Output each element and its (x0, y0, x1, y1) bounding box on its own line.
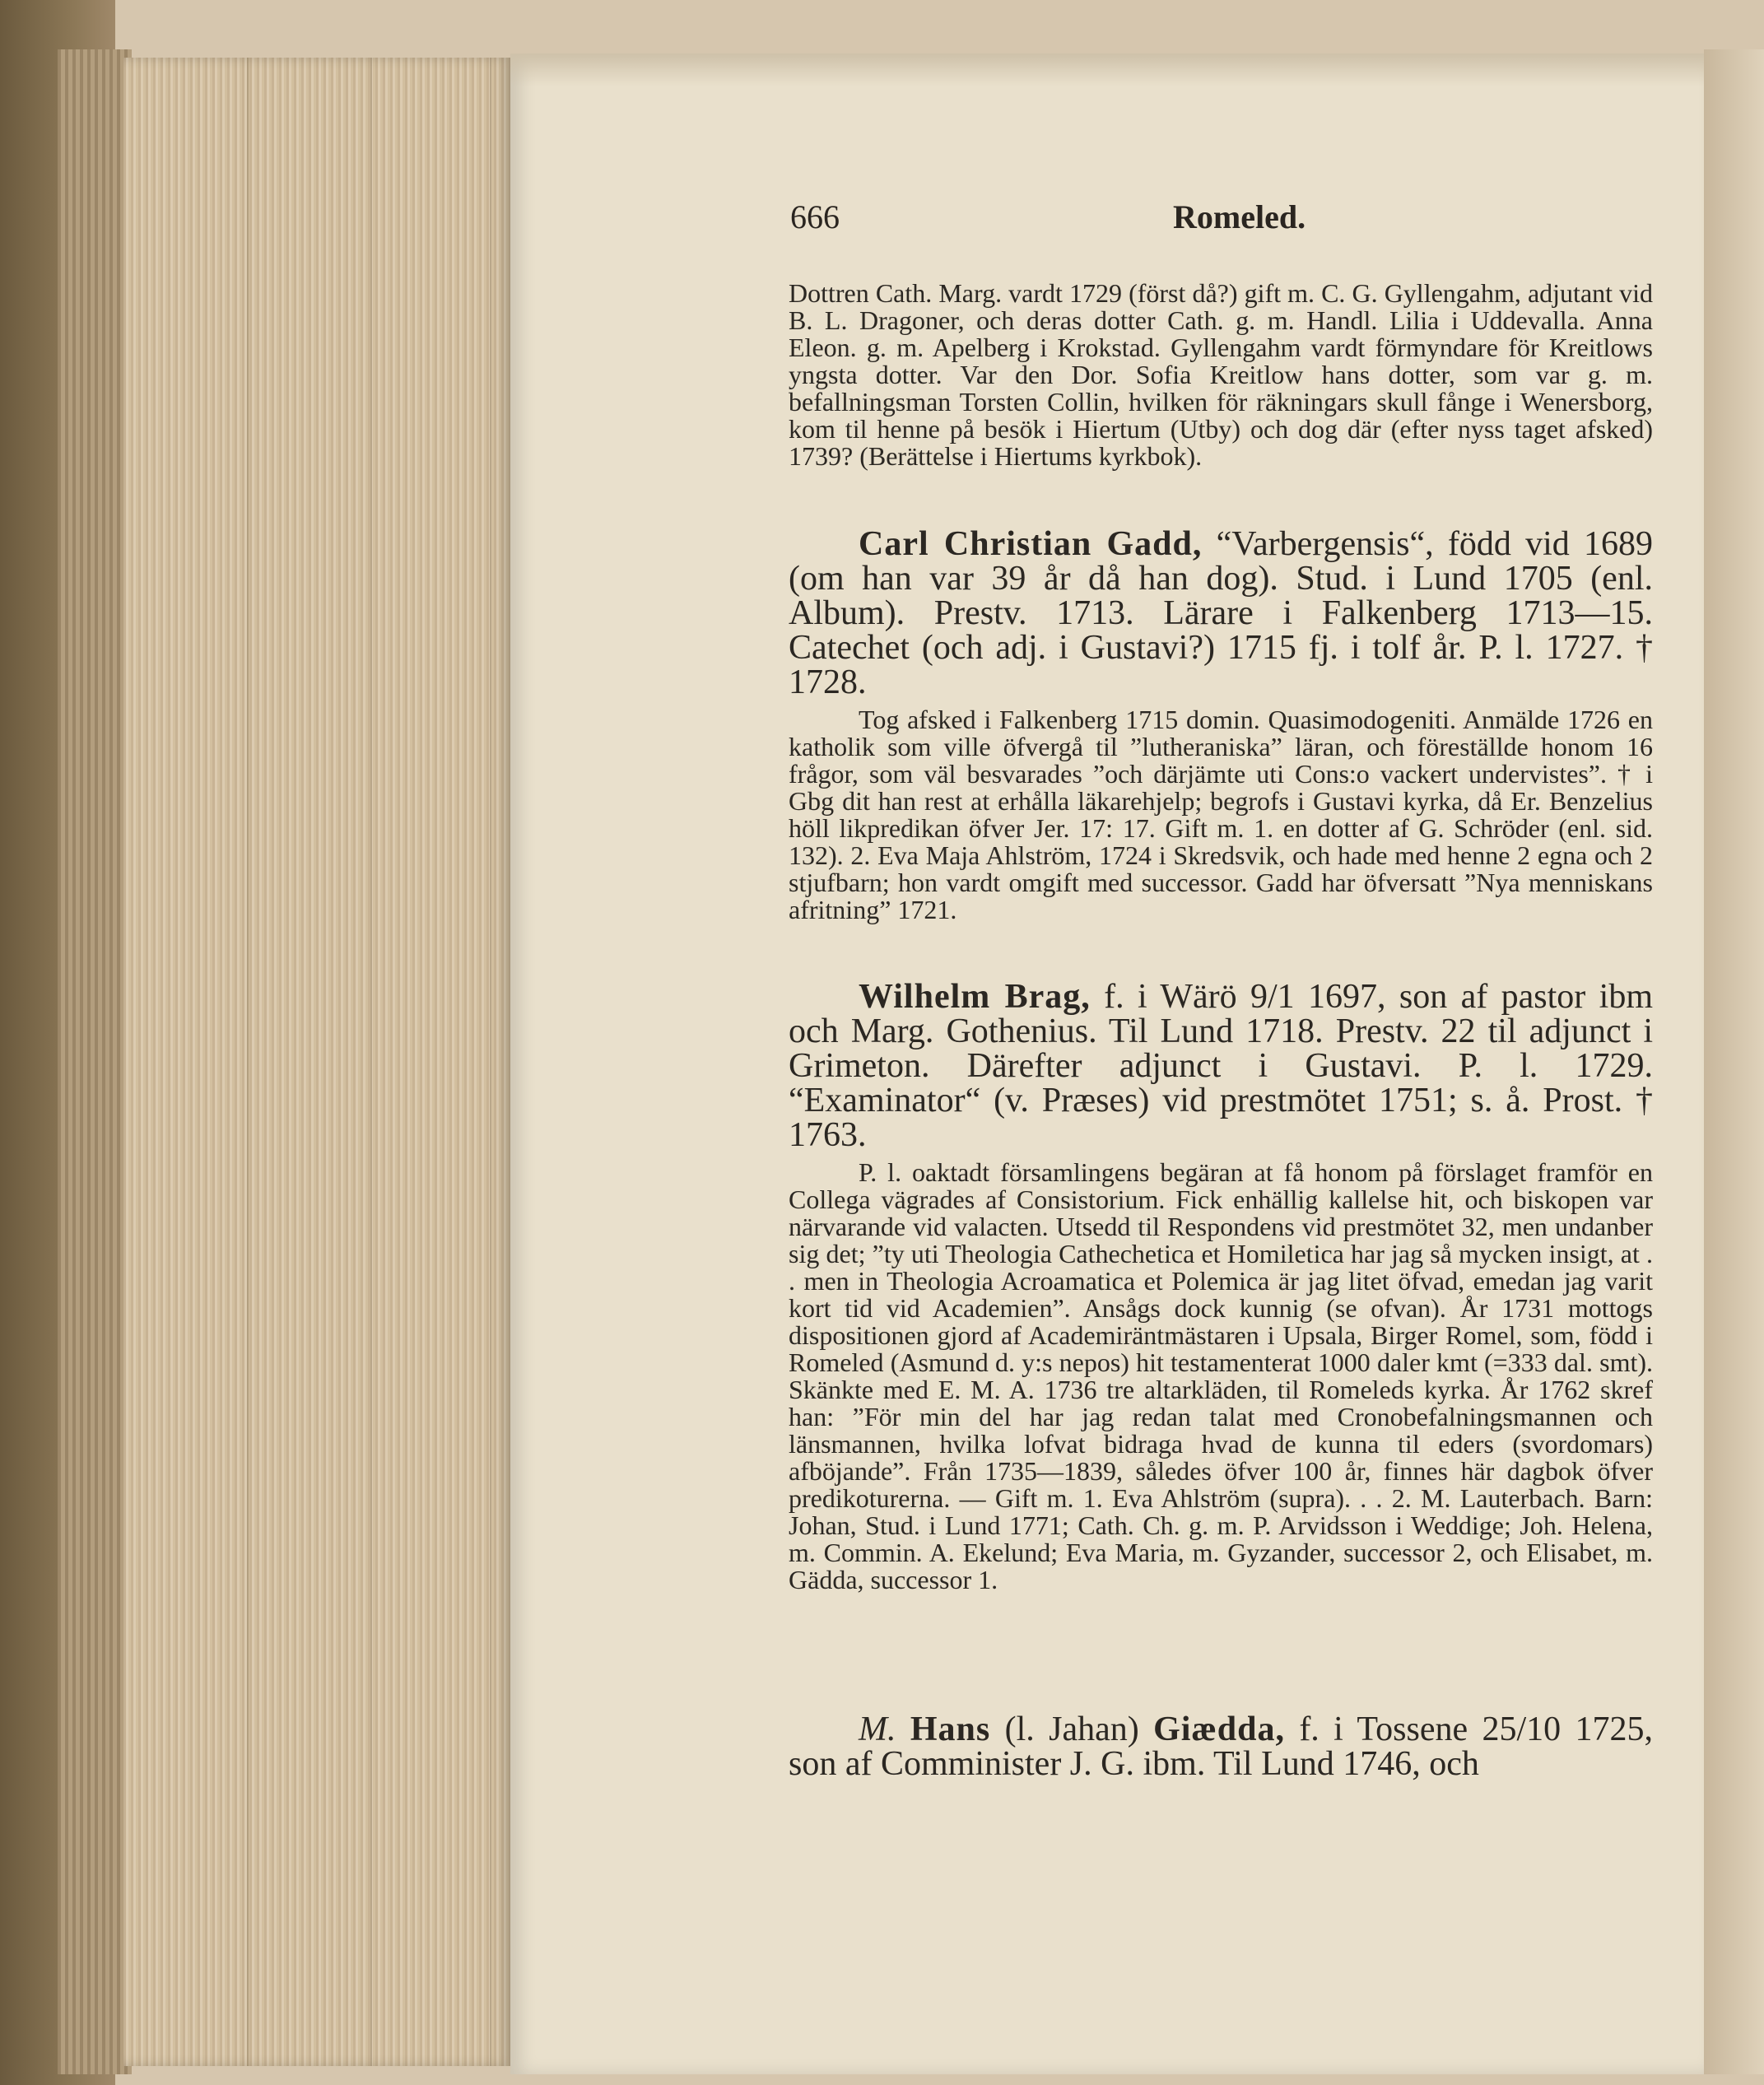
entry-brag (789, 980, 1653, 1152)
running-title: Romeled. (1173, 198, 1306, 235)
note-text: P. l. oaktadt församlingens begäran at få honom på förslaget framför en Collega vägrades af Consistorium. Fick enhällig kallelse hit, och biskopen var närvarande vid valacten. Utsedd til Respondens vid prestmötet 32, men undanber sig det; ”ty uti Theologia Cathechetica et Homiletica har jag så mycken insigt, at . . men in Theologia Acroamatica et Polemica är jag litet öfvad, emedan jag varit kort tid vid Academien”. Ansågs dock kunnig (se ofvan). År 1731 mottogs dispositionen gjord af Academiräntmästaren i Upsala, Birger Romel, som, född i Romeled (Asmund d. y:s nepos) hit testamenterat 1000 daler kmt (=333 dal. smt). Skänkte med E. M. A. 1736 tre altarkläden, til Romeleds kyrka. År 1762 skref han: ”För min del har jag redan talat med Cronobefalningsmannen och länsmannen, hvilka lofvat bidraga hvad de kunna til eders (svordomars) afböjande”. Från 1735—1839, således öfver 100 år, finnes här dagbok öfver predikoturerna. — Gift m. 1. Eva Ahlström (supra). . . 2. M. Lauterbach. Barn: Johan, Stud. i Lund 1771; Cath. Ch. g. m. P. Arvidsson i Weddige; Joh. Helena, m. Commin. A. Ekelund; Eva Maria, m. Gyzander, successor 2, och Elisabet, m. Gädda, successor 1. (789, 1157, 1653, 1594)
entry-prefix: M. (859, 1710, 896, 1748)
entry-name: Wilhelm Brag, (859, 978, 1091, 1016)
entry-name: Hans (910, 1710, 991, 1748)
page-number: 666 (790, 198, 840, 235)
facing-page-edge (1704, 49, 1764, 2074)
entry-surname: Giædda, (1153, 1710, 1285, 1748)
paragraph-dottren (789, 280, 1653, 470)
entry-text: “Varbergensis“, född vid 1689 (om han var 39 år då han dog). Stud. i Lund 1705 (enl. Album). Prestv. 1713. Lärare i Falkenberg 1713—15. Catechet (och adj. i Gustavi?) 1715 fj. i tolf år. P. l. 1727. † 1728. (789, 525, 1653, 701)
entry-text: f. i Tossene 25/10 1725, son af Comminister J. G. ibm. Til Lund 1746, och (789, 1710, 1654, 1783)
page-shadow (510, 54, 1704, 86)
note-gadd (789, 706, 1653, 924)
note-text: Tog afsked i Falkenberg 1715 domin. Quasimodogeniti. Anmälde 1726 en katholik som ville öfvergå til ”lutheraniska” läran, och föreställde honom 16 frågor, som väl besvarades ”och därjämte uti Cons:o vackert undervistes”. † i Gbg dit han rest at erhålla läkarehjelp; begrofs i Gustavi kyrka, då Er. Benzelius höll likpredikan öfver Jer. 17: 17. Gift m. 1. en dotter af G. Schröder (enl. sid. 132). 2. Eva Maja Ahlström, 1724 i Skredsvik, och hade med henne 2 egna och 2 stjufbarn; hon vardt omgift med successor. Gadd har öfversatt ”Nya menniskans afritning” 1721. (789, 705, 1653, 924)
entry-name: Carl Christian Gadd, (859, 525, 1203, 563)
entry-text: f. i Wärö 9/1 1697, son af pastor ibm och Marg. Gothenius. Til Lund 1718. Prestv. 22 til adjunct i Grimeton. Därefter adjunct i Gustavi. P. l. 1729. “Examinator“ (v. Præses) vid prestmötet 1751; s. å. Prost. † 1763. (789, 978, 1653, 1154)
entry-mid: (l. Jahan) (990, 1710, 1154, 1748)
entry-gadd (789, 527, 1653, 700)
page-edges-left (58, 49, 132, 2074)
page-stack (123, 58, 510, 2066)
note-brag (789, 1159, 1653, 1594)
page-header (790, 198, 1696, 247)
paragraph-text: Dottren Cath. Marg. vardt 1729 (först då?) gift m. C. G. Gyllengahm, adjutant vid B. L. Dragoner, och deras dotter Cath. g. m. Handl. Lilia i Uddevalla. Anna Eleon. g. m. Apelberg i Krokstad. Gyllengahm vardt förmyndare för Kreitlows yngsta dotter. Var den Dor. Sofia Kreitlow hans dotter, som var g. m. befallningsman Torsten Collin, hvilken för räkningars skull fånge i Wenersborg, kom til henne på besök i Hiertum (Utby) och dog där (efter nyss taget afsked) 1739? (Berättelse i Hiertums kyrkbok). (789, 278, 1653, 471)
entry-giaedda (789, 1712, 1653, 1781)
